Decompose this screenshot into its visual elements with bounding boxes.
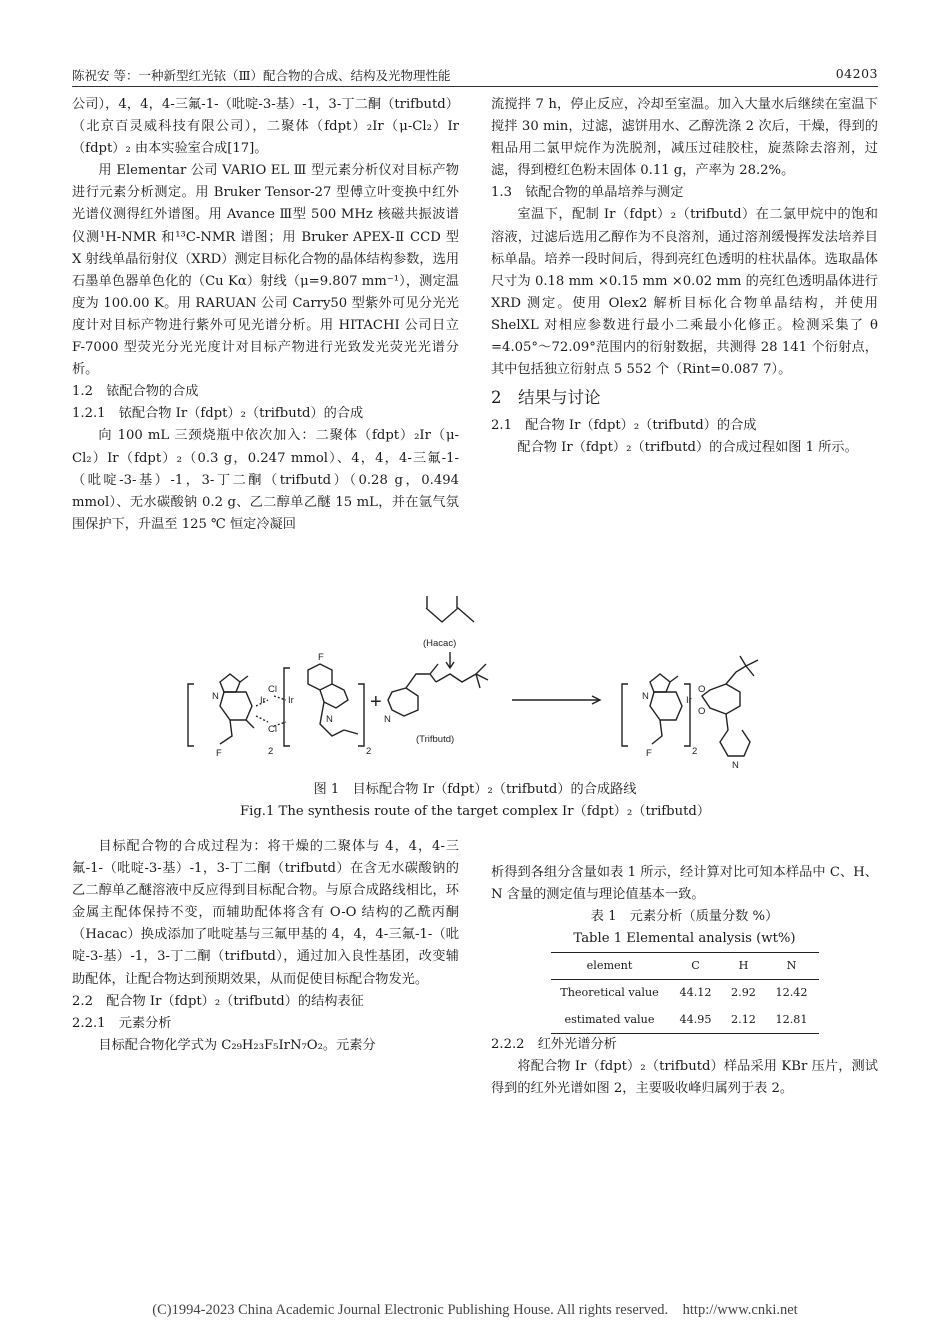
section-heading: 2.1 配合物 Ir（fdpt）₂（trifbutd）的合成 [491, 418, 757, 434]
paragraph: 室温下，配制 Ir（fdpt）₂（trifbutd）在二氯甲烷中的饱和溶液，过滤后选用乙醇作为不良溶剂，通过溶剂缓慢挥发法培养目标单晶。培养一段时间后，得到亮红色透明的柱状晶体。选取晶体尺寸为 0.18 mm ×0.15 mm ×0.02 mm 的亮红色透明晶体进行 XRD 测定。使用 Olex2 解析目标化合物单晶结构，并使用 ShelXL 对相应参数进行最小二乘最小化修正。检测采集了 θ =4.05°～72.09°范围内的衍射数据，共测得 28 141 个衍射点，其中包括独立衍射点 5 552 个（Rint=0.087 7）。 [491, 207, 878, 378]
section-heading: 1.2 铱配合物的合成 [72, 384, 199, 400]
paragraph: 向 100 mL 三颈烧瓶中依次加入：二聚体（fdpt）₂Ir（μ-Cl₂）Ir（fdpt）₂（0.3 g，0.247 mmol）、4，4，4-三氟-1-（吡啶-3-基）-1，3-丁二酮（trifbutd）（0.28 g，0.494 mmol）、无水碳酸钠 0.2 g、乙二醇单乙醚 15 mL，并在氩气氛围保护下，升温至 125 ℃ 恒定冷凝回 [72, 428, 459, 532]
hacac-label: (Hacac) [423, 638, 457, 649]
subsection-heading: 1.2.1 铱配合物 Ir（fdpt）₂（trifbutd）的合成 [72, 406, 364, 422]
section-heading: 1.3 铱配合物的单晶培养与测定 [491, 185, 684, 201]
left-column [72, 94, 459, 536]
table-header-row [551, 953, 819, 980]
table-row [551, 1007, 819, 1034]
table-cell: estimated value [564, 1012, 655, 1026]
table-cell: 44.95 [679, 1012, 712, 1026]
section-heading: 2.2 配合物 Ir（fdpt）₂（trifbutd）的结构表征 [72, 993, 364, 1009]
paragraph: 析得到各组分含量如表 1 所示，经计算对比可知本样品中 C、H、N 含量的测定值与理论值基本一致。 [491, 865, 878, 903]
paragraph: 目标配合物化学式为 C₂₉H₂₃F₅IrN₇O₂。元素分 [98, 1037, 376, 1053]
table-cell: 2.12 [731, 1012, 756, 1026]
dimer-subscript: 2 [268, 746, 274, 757]
column-header: N [786, 959, 797, 973]
elemental-analysis-table [551, 952, 819, 1033]
column-header: element [586, 959, 633, 973]
paragraph: 目标配合物的合成过程为：将干燥的二聚体与 4，4，4-三氟-1-（吡啶-3-基）-1，3-丁二酮（trifbutd）在含无水碳酸钠的乙二醇单乙醚溶液中反应得到目标配合物。与原合成路线相比，环金属主配体保持不变，而辅助配体将含有 O-O 结构的乙酰丙酮（Hacac）换成添加了吡啶基与三氟甲基的 4，4，4-三氟-1-（吡啶-3-基）-1，3-丁二酮（trifbutd），通过加入良性基团，改变辅助配体，让配合物达到预期效果，从而促使目标配合物发光。 [72, 839, 459, 987]
plus-sign: + [370, 691, 382, 713]
subsection-heading: 2.2.2 红外光谱分析 [491, 1036, 617, 1052]
atom-n: N [326, 714, 333, 725]
atom-f: F [318, 652, 324, 663]
atom-n: N [212, 691, 219, 702]
figure-caption-en: Fig.1 The synthesis route of the target complex Ir（fdpt）₂（trifbutd） [239, 804, 711, 819]
column-header: C [691, 959, 700, 973]
lower-right-column [491, 862, 878, 1100]
paragraph: 公司），4，4，4-三氟-1-（吡啶-3-基）-1，3-丁二酮（trifbutd）（北京百灵威科技有限公司），二聚体（fdpt）₂Ir（μ-Cl₂）Ir（fdpt）₂ 由本实验室合成[17]。 [72, 97, 459, 157]
atom-f: F [216, 748, 222, 759]
chapter-heading: 2 结果与讨论 [491, 388, 601, 408]
table-title-cn: 表 1 元素分析（质量分数 %） [590, 909, 779, 925]
header-title: 陈祝安 等：一种新型红光铱（Ⅲ）配合物的合成、结构及光物理性能 [72, 68, 451, 83]
running-header [72, 64, 878, 84]
trifbutd-label: (Trifbutd) [416, 734, 455, 745]
product-subscript: 2 [692, 746, 698, 757]
atom-o: O [698, 684, 706, 695]
table-cell: 44.12 [679, 986, 712, 1000]
synthesis-scheme-figure [180, 596, 780, 772]
table-cell: 12.42 [775, 986, 808, 1000]
atom-ir: Ir [288, 695, 294, 706]
subsection-heading: 2.2.1 元素分析 [72, 1015, 172, 1031]
atom-ir: Ir [686, 695, 692, 706]
table-cell: 12.81 [775, 1012, 808, 1026]
paragraph: 流搅拌 7 h，停止反应，冷却至室温。加入大量水后继续在室温下搅拌 30 min，过滤，滤饼用水、乙醇洗涤 2 次后，干燥，得到的粗品用二氯甲烷作为洗脱剂，减压过硅胶柱，旋蒸除去溶剂，过滤，得到橙红色粉末固体 0.11 g，产率为 28.2%。 [491, 97, 878, 179]
atom-o: O [698, 706, 706, 717]
table-cell: Theoretical value [560, 986, 659, 1000]
atom-ir: Ir [260, 695, 266, 706]
right-column [491, 94, 878, 460]
dimer-subscript: 2 [366, 746, 372, 757]
atom-f: F [646, 748, 652, 759]
paragraph: 将配合物 Ir（fdpt）₂（trifbutd）样品采用 KBr 压片，测试得到的红外光谱如图 2，主要吸收峰归属列于表 2。 [491, 1058, 878, 1096]
atom-cl: Cl [268, 724, 277, 735]
atom-n: N [642, 691, 649, 702]
atom-n: N [384, 714, 391, 725]
header-rule [72, 86, 878, 87]
table-title-en: Table 1 Elemental analysis (wt%) [573, 931, 796, 947]
column-header: H [738, 959, 749, 973]
paragraph: 配合物 Ir（fdpt）₂（trifbutd）的合成过程如图 1 所示。 [517, 440, 858, 456]
figure-caption-cn: 图 1 目标配合物 Ir（fdpt）₂（trifbutd）的合成路线 [313, 782, 637, 797]
atom-n: N [732, 760, 739, 771]
table-row [551, 980, 819, 1007]
lower-left-column [72, 836, 459, 1057]
copyright-footer: (C)1994-2023 China Academic Journal Electronic Publishing House. All rights reserved. http://www.cnki.net [152, 1302, 798, 1318]
atom-cl: Cl [268, 684, 277, 695]
paragraph: 用 Elementar 公司 VARIO EL Ⅲ 型元素分析仪对目标产物进行元素分析测定。用 Bruker Tensor-27 型傅立叶变换中红外光谱仪测得红外谱图。用 Avance Ⅲ型 500 MHz 核磁共振波谱仪测¹H-NMR 和¹³C-NMR 谱图；用 Bruker APEX-Ⅱ CCD 型 X 射线单晶衍射仪（XRD）测定目标化合物的晶体结构参数，选用石墨单色器单色化的（Cu Kα）射线（μ=9.807 mm⁻¹），测定温度为 100.00 K。用 RARUAN 公司 Carry50 型紫外可见分光光度计对目标产物进行紫外可见光谱分析。用 HITACHI 公司日立 F-7000 型荧光分光光度计对目标产物进行光致发光荧光光谱分析。 [72, 163, 459, 378]
page-number: 04203 [835, 66, 878, 81]
table-cell: 2.92 [731, 986, 756, 1000]
